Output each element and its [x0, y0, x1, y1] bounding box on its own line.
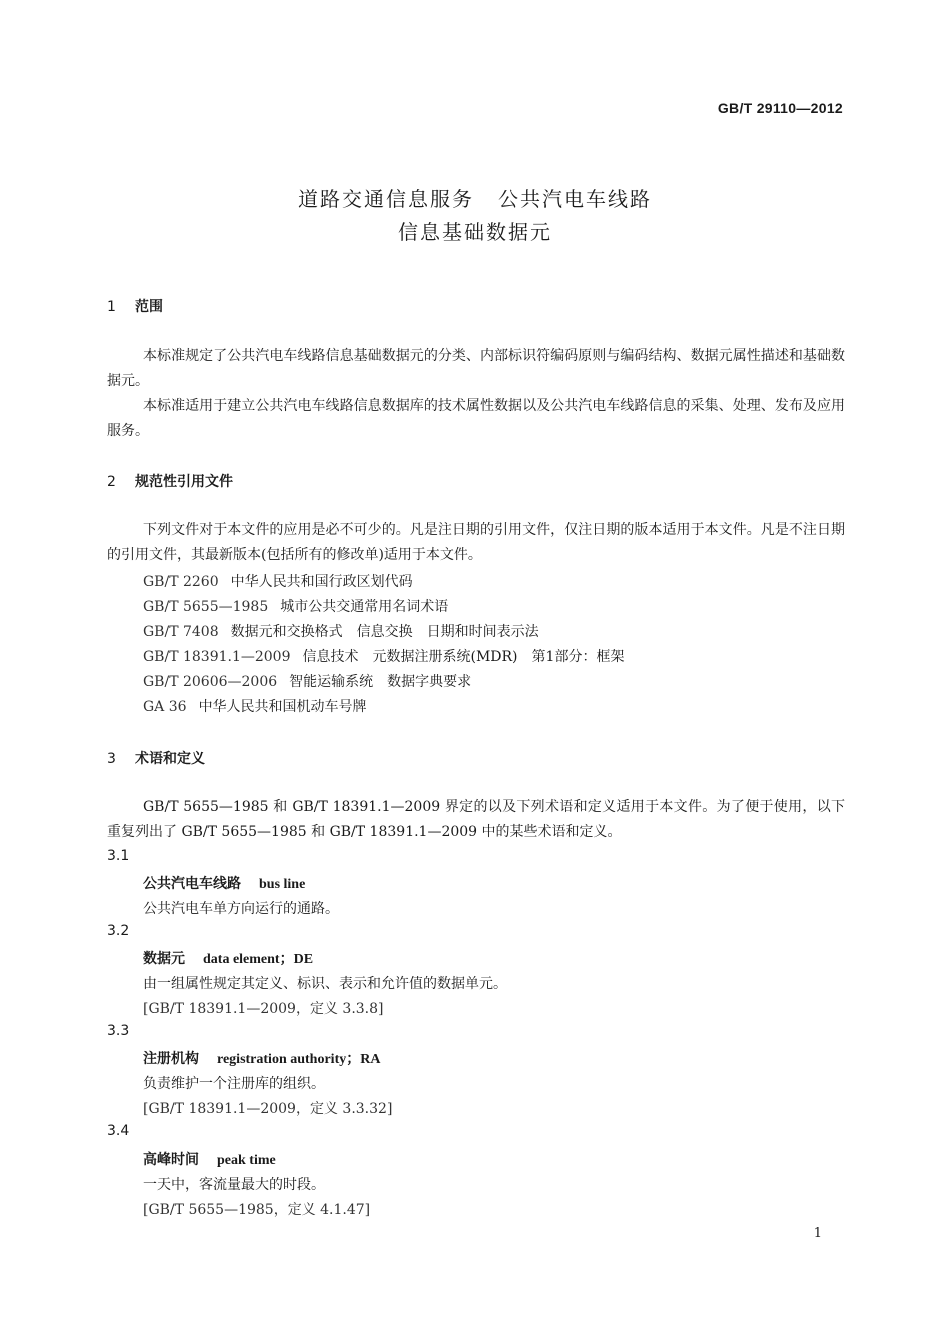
reference-title: 智能运输系统: [289, 674, 374, 690]
term-number: 3.1: [107, 848, 130, 864]
section-number: 1: [107, 299, 116, 315]
term-en: registration authority；RA: [217, 1052, 381, 1067]
reference-title: 数据字典要求: [387, 674, 472, 690]
reference-title: 日期和时间表示法: [426, 624, 539, 640]
page-number: 1: [813, 1226, 822, 1241]
reference-code: GB/T 5655—1985: [143, 599, 269, 615]
term-zh: 数据元: [143, 951, 185, 967]
reference-code: GB/T 2260: [143, 574, 219, 590]
reference-title: 城市公共交通常用名词术语: [280, 599, 449, 615]
reference-title: 中华人民共和国行政区划代码: [230, 574, 413, 590]
term-zh: 注册机构: [143, 1051, 199, 1067]
section-heading-normative: [107, 471, 233, 491]
reference-code: GB/T 7408: [143, 624, 219, 640]
title-part-1: 道路交通信息服务: [298, 187, 474, 211]
reference-title: 第1部分：框架: [531, 649, 625, 665]
section-number: 2: [107, 474, 116, 490]
document-title-line-1: [0, 183, 950, 212]
term-heading: [143, 948, 313, 968]
scope-paragraph-1: 本标准规定了公共汽电车线路信息基础数据元的分类、内部标识符编码原则与编码结构、数据元属性描述和基础数据元。: [107, 348, 845, 389]
reference-code: GB/T 20606—2006: [143, 674, 278, 690]
term-number: 3.3: [107, 1023, 130, 1039]
term-heading: [143, 1149, 276, 1169]
term-definition: 由一组属性规定其定义、标识、表示和允许值的数据单元。: [143, 976, 507, 992]
reference-title: 中华人民共和国机动车号牌: [198, 699, 367, 715]
scope-paragraph-2: 本标准适用于建立公共汽电车线路信息数据库的技术属性数据以及公共汽电车线路信息的采集、处理、发布及应用服务。: [107, 398, 845, 439]
term-zh: 高峰时间: [143, 1152, 199, 1168]
reference-title: 数据元和交换格式: [230, 624, 343, 640]
reference-code: GB/T 18391.1—2009: [143, 649, 291, 665]
reference-item: [143, 696, 381, 716]
term-en: peak time: [217, 1153, 276, 1168]
reference-title: 信息技术: [302, 649, 359, 665]
term-source: [GB/T 18391.1—2009，定义 3.3.32]: [143, 1101, 393, 1117]
reference-item: [143, 646, 638, 666]
section-label: 术语和定义: [135, 751, 205, 767]
section-label: 规范性引用文件: [135, 474, 233, 490]
term-number: 3.4: [107, 1123, 130, 1139]
term-source: [GB/T 18391.1—2009，定义 3.3.8]: [143, 1001, 384, 1017]
term-en: bus line: [259, 877, 306, 892]
section-heading-terms: [107, 748, 205, 768]
term-definition: 一天中，客流量最大的时段。: [143, 1177, 325, 1193]
reference-title: 信息交换: [356, 624, 413, 640]
section-heading-scope: [107, 296, 163, 316]
terms-intro: GB/T 5655—1985 和 GB/T 18391.1—2009 界定的以及下列术语和定义适用于本文件。为了便于使用，以下重复列出了 GB/T 5655—1985 和 GB/T 18391.1—2009 中的某些术语和定义。: [107, 799, 845, 840]
term-number: 3.2: [107, 923, 130, 939]
term-en: data element；DE: [203, 952, 314, 967]
term-definition: 负责维护一个注册库的组织。: [143, 1076, 325, 1092]
term-heading: [143, 873, 305, 893]
reference-item: [143, 621, 553, 641]
reference-item: [143, 671, 485, 691]
reference-title: 元数据注册系统(MDR): [372, 649, 518, 665]
reference-item: [143, 596, 462, 616]
title-part-2: 公共汽电车线路: [498, 187, 652, 211]
term-source: [GB/T 5655—1985，定义 4.1.47]: [143, 1202, 371, 1218]
term-zh: 公共汽电车线路: [143, 876, 241, 892]
section-number: 3: [107, 751, 116, 767]
reference-item: [143, 571, 427, 591]
term-heading: [143, 1048, 380, 1068]
standard-code: GB/T 29110—2012: [717, 100, 843, 116]
document-title-line-2: 信息基础数据元: [398, 220, 552, 244]
term-definition: 公共汽电车单方向运行的通路。: [143, 901, 339, 917]
reference-code: GA 36: [143, 699, 187, 715]
section-label: 范围: [135, 299, 163, 315]
normative-intro: 下列文件对于本文件的应用是必不可少的。凡是注日期的引用文件，仅注日期的版本适用于本文件。凡是不注日期的引用文件，其最新版本(包括所有的修改单)适用于本文件。: [107, 522, 845, 563]
